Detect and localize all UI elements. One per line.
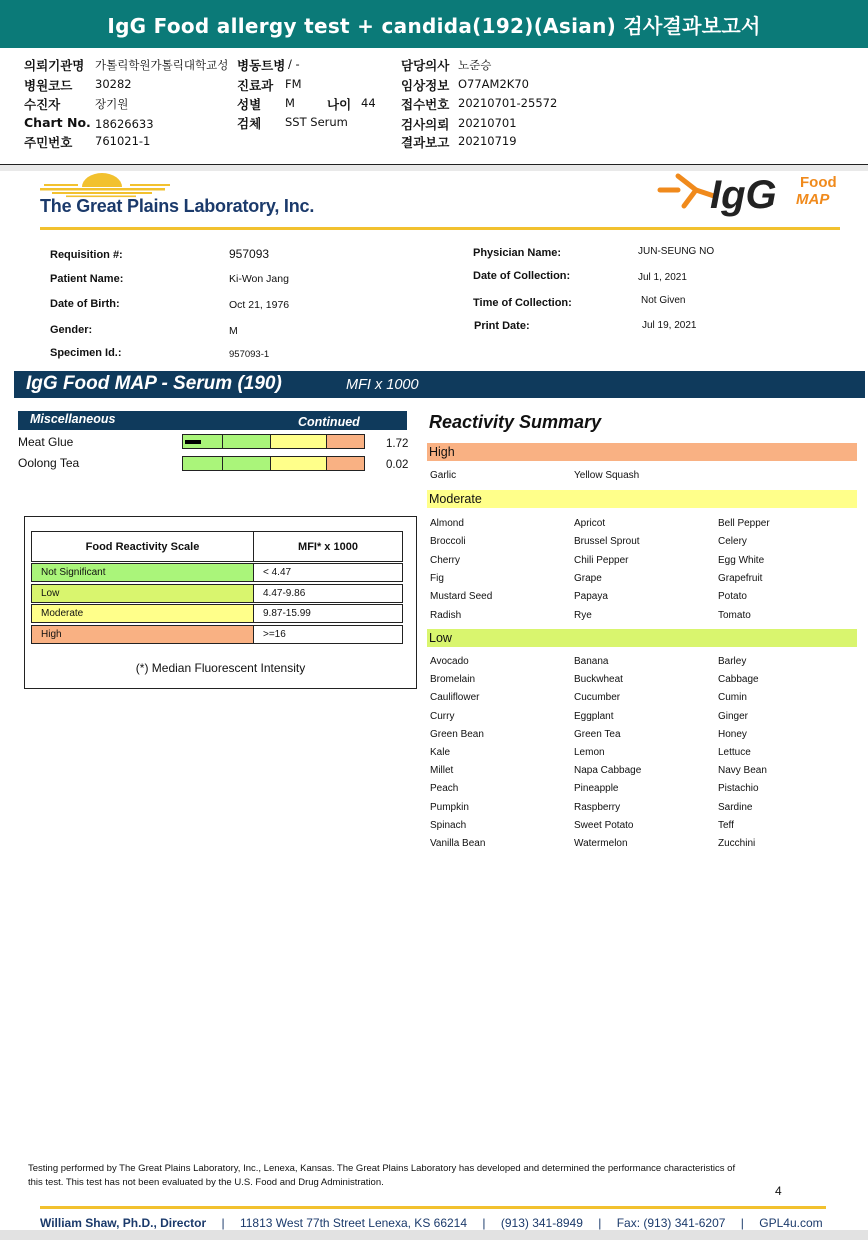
summary-item: Bromelain xyxy=(430,674,476,686)
header-value: FM xyxy=(285,77,302,91)
header-value: 18626633 xyxy=(95,117,154,131)
page-bottom-band xyxy=(0,1230,868,1240)
food-name: Oolong Tea xyxy=(18,456,80,470)
header-value: SST Serum xyxy=(285,115,348,129)
reactivity-bar xyxy=(182,456,365,471)
mfi-value: 1.72 xyxy=(386,438,409,450)
header-label: 성별 xyxy=(237,97,262,112)
summary-item: Grape xyxy=(574,572,602,584)
logo-map-text: MAP xyxy=(796,191,830,208)
footer: William Shaw, Ph.D., Director | 11813 West 77th Street Lenexa, KS 66214 | (913) 341-8949 | Fax: (913) 341-6207 | GPL4u.com xyxy=(40,1216,823,1230)
patient-value: Not Given xyxy=(641,295,686,306)
summary-item: Lemon xyxy=(574,747,605,758)
summary-item: Potato xyxy=(718,591,747,603)
summary-item: Apricot xyxy=(574,518,606,529)
continued-label: Continued xyxy=(298,415,360,429)
summary-item: Cumin xyxy=(718,692,747,704)
scale-label: Not Significant xyxy=(31,563,254,582)
category-label: Miscellaneous xyxy=(30,412,116,426)
patient-value: Ki-Won Jang xyxy=(229,273,289,285)
patient-label: Gender: xyxy=(50,324,93,336)
section-subtitle: MFI x 1000 xyxy=(346,377,419,393)
summary-item: Cauliflower xyxy=(430,692,480,704)
header-value: 20210701-25572 xyxy=(458,96,558,110)
summary-item: Mustard Seed xyxy=(430,591,493,603)
summary-item: Lettuce xyxy=(718,747,751,758)
bar-seg-moderate xyxy=(271,435,327,448)
footer-phone: (913) 341-8949 xyxy=(500,1216,583,1230)
scale-header: Food Reactivity Scale xyxy=(31,531,254,562)
header-value: 장기원 xyxy=(95,97,129,111)
scale-range: 9.87-15.99 xyxy=(253,604,403,623)
header-value: M xyxy=(285,96,295,110)
scale-label: High xyxy=(31,625,254,644)
footer-director: William Shaw, Ph.D., Director xyxy=(40,1216,207,1230)
summary-item: Fig xyxy=(430,572,444,584)
header-value: 761021-1 xyxy=(95,134,151,148)
header-label: 임상정보 xyxy=(401,78,450,93)
summary-item: Navy Bean xyxy=(718,765,767,777)
category-moderate: Moderate xyxy=(427,490,857,508)
summary-item: Almond xyxy=(430,518,464,529)
patient-label: Physician Name: xyxy=(473,247,562,259)
summary-item: Garlic xyxy=(430,470,457,481)
patient-label: Specimen Id.: xyxy=(50,347,122,359)
summary-item: Egg White xyxy=(718,554,765,566)
header-value: 노준승 xyxy=(458,58,492,72)
summary-item: Green Bean xyxy=(430,728,484,740)
page-number: 4 xyxy=(775,1184,782,1198)
header-value: 44 xyxy=(361,96,376,110)
summary-item: Watermelon xyxy=(574,838,628,849)
mfi-value: 0.02 xyxy=(386,459,409,471)
bar-seg-high xyxy=(327,457,364,470)
summary-item: Curry xyxy=(430,710,455,722)
header-label: 결과보고 xyxy=(401,135,450,150)
bar-seg-moderate xyxy=(271,457,327,470)
header-label: 담당의사 xyxy=(401,58,450,73)
header-label: 접수번호 xyxy=(401,97,450,112)
summary-item: Sardine xyxy=(718,801,753,813)
header-label: 나이 xyxy=(327,97,352,112)
logo-igg-text: IgG xyxy=(710,173,777,217)
summary-item: Celery xyxy=(718,536,747,548)
header-value: 20210701 xyxy=(458,116,517,130)
header-label: 주민번호 xyxy=(24,135,73,150)
header-value: 가톨릭학원가톨릭대학교성 xyxy=(95,58,229,72)
category-low: Low xyxy=(427,629,857,647)
patient-value: 957093 xyxy=(229,247,270,261)
summary-item: Banana xyxy=(574,656,609,667)
antibody-icon xyxy=(660,176,714,206)
summary-item: Chili Pepper xyxy=(574,554,629,566)
summary-item: Barley xyxy=(718,656,747,667)
header-value: O77AM2K70 xyxy=(458,77,529,91)
summary-item: Pineapple xyxy=(574,783,619,795)
summary-item: Avocado xyxy=(430,656,469,667)
header-label: 진료과 xyxy=(237,78,274,93)
logo-food-text: Food xyxy=(800,174,837,191)
scale-label: Moderate xyxy=(31,604,254,623)
summary-item: Cherry xyxy=(430,554,461,566)
summary-item: Cucumber xyxy=(574,692,621,704)
bar-seg-not-significant xyxy=(183,457,223,470)
reactivity-scale-table xyxy=(31,531,403,644)
category-high: High xyxy=(427,443,857,461)
patient-label: Date of Birth: xyxy=(50,298,120,310)
footer-divider xyxy=(40,1206,826,1209)
summary-item: Peach xyxy=(430,783,459,795)
summary-item: Broccoli xyxy=(430,536,466,548)
scale-footnote: (*) Median Fluorescent Intensity xyxy=(135,661,306,675)
bar-seg-low xyxy=(223,457,271,470)
summary-item: Yellow Squash xyxy=(574,470,640,481)
patient-value: Oct 21, 1976 xyxy=(229,299,290,311)
header-label: 병동트병 xyxy=(237,58,286,73)
scale-range: 4.47-9.86 xyxy=(253,584,403,603)
patient-value: M xyxy=(229,325,238,337)
summary-item: Raspberry xyxy=(574,801,621,813)
summary-item: Pistachio xyxy=(718,783,759,795)
patient-label: Requisition #: xyxy=(50,249,123,261)
footer-address: 11813 West 77th Street Lenexa, KS 66214 xyxy=(239,1216,468,1230)
mfi-fill xyxy=(185,440,201,444)
food-name: Meat Glue xyxy=(18,435,74,449)
bar-seg-low xyxy=(223,435,271,448)
summary-item: Ginger xyxy=(718,710,749,722)
summary-item: Papaya xyxy=(574,591,608,603)
summary-item: Vanilla Bean xyxy=(430,838,486,849)
summary-item: Tomato xyxy=(718,609,751,621)
gold-divider xyxy=(40,227,840,230)
scale-label: Low xyxy=(31,584,254,603)
summary-item: Green Tea xyxy=(574,728,621,740)
summary-item: Zucchini xyxy=(718,838,756,849)
summary-item: Napa Cabbage xyxy=(574,765,642,777)
summary-item: Teff xyxy=(718,819,734,831)
patient-label: Date of Collection: xyxy=(473,270,571,282)
patient-value: Jul 19, 2021 xyxy=(642,320,697,331)
bar-seg-not-significant xyxy=(183,435,223,448)
header-value: / - xyxy=(288,57,300,71)
header-value: 30282 xyxy=(95,77,132,91)
header-info xyxy=(0,0,868,164)
summary-item: Grapefruit xyxy=(718,572,763,584)
report-title: IgG Food allergy test + candida(192)(Asian) 검사결과보고서 xyxy=(0,0,868,48)
header-label: 의뢰기관명 xyxy=(24,58,85,73)
summary-item: Cabbage xyxy=(718,674,759,686)
reactivity-bar xyxy=(182,434,365,449)
patient-label: Patient Name: xyxy=(50,273,124,285)
summary-item: Spinach xyxy=(430,819,467,831)
bar-seg-high xyxy=(327,435,364,448)
summary-item: Pumpkin xyxy=(430,801,469,813)
section-title: IgG Food MAP - Serum (190) xyxy=(26,373,282,394)
summary-item: Eggplant xyxy=(574,710,614,722)
footer-fax: Fax: (913) 341-6207 xyxy=(616,1216,726,1230)
patient-value: 957093-1 xyxy=(229,349,270,360)
header-label: 병원코드 xyxy=(24,78,73,93)
summary-item: Kale xyxy=(430,747,451,758)
footer-web: GPL4u.com xyxy=(759,1216,823,1230)
summary-item: Brussel Sprout xyxy=(574,536,640,548)
patient-label: Time of Collection: xyxy=(473,297,572,309)
scale-range: >=16 xyxy=(253,625,403,644)
disclaimer: Testing performed by The Great Plains Laboratory, Inc., Lenexa, Kansas. The Great Plains Laboratory has developed and determined the performance characteristics of this test. This test has not been evaluated by the U.S. Food and Drug Administration. xyxy=(28,1163,736,1188)
patient-value: Jul 1, 2021 xyxy=(638,272,687,283)
summary-item: Rye xyxy=(574,609,592,621)
patient-label: Print Date: xyxy=(474,320,530,332)
patient-value: JUN-SEUNG NO xyxy=(638,246,715,257)
summary-item: Bell Pepper xyxy=(718,518,770,529)
summary-item: Radish xyxy=(430,609,462,621)
scale-header: MFI* x 1000 xyxy=(253,531,403,562)
header-value: 20210719 xyxy=(458,134,517,148)
summary-title: Reactivity Summary xyxy=(429,412,602,432)
summary-item: Buckwheat xyxy=(574,674,623,686)
scale-range: < 4.47 xyxy=(253,563,403,582)
header-label: 검체 xyxy=(237,116,262,131)
summary-item: Sweet Potato xyxy=(574,819,634,831)
header-label: 검사의뢰 xyxy=(401,117,450,132)
header-label: 수진자 xyxy=(24,97,61,112)
lab-name: The Great Plains Laboratory, Inc. xyxy=(40,196,315,216)
header-label: Chart No. xyxy=(24,115,91,130)
igg-food-map-logo xyxy=(656,168,846,218)
summary-item: Millet xyxy=(430,765,454,777)
summary-item: Honey xyxy=(718,728,747,740)
